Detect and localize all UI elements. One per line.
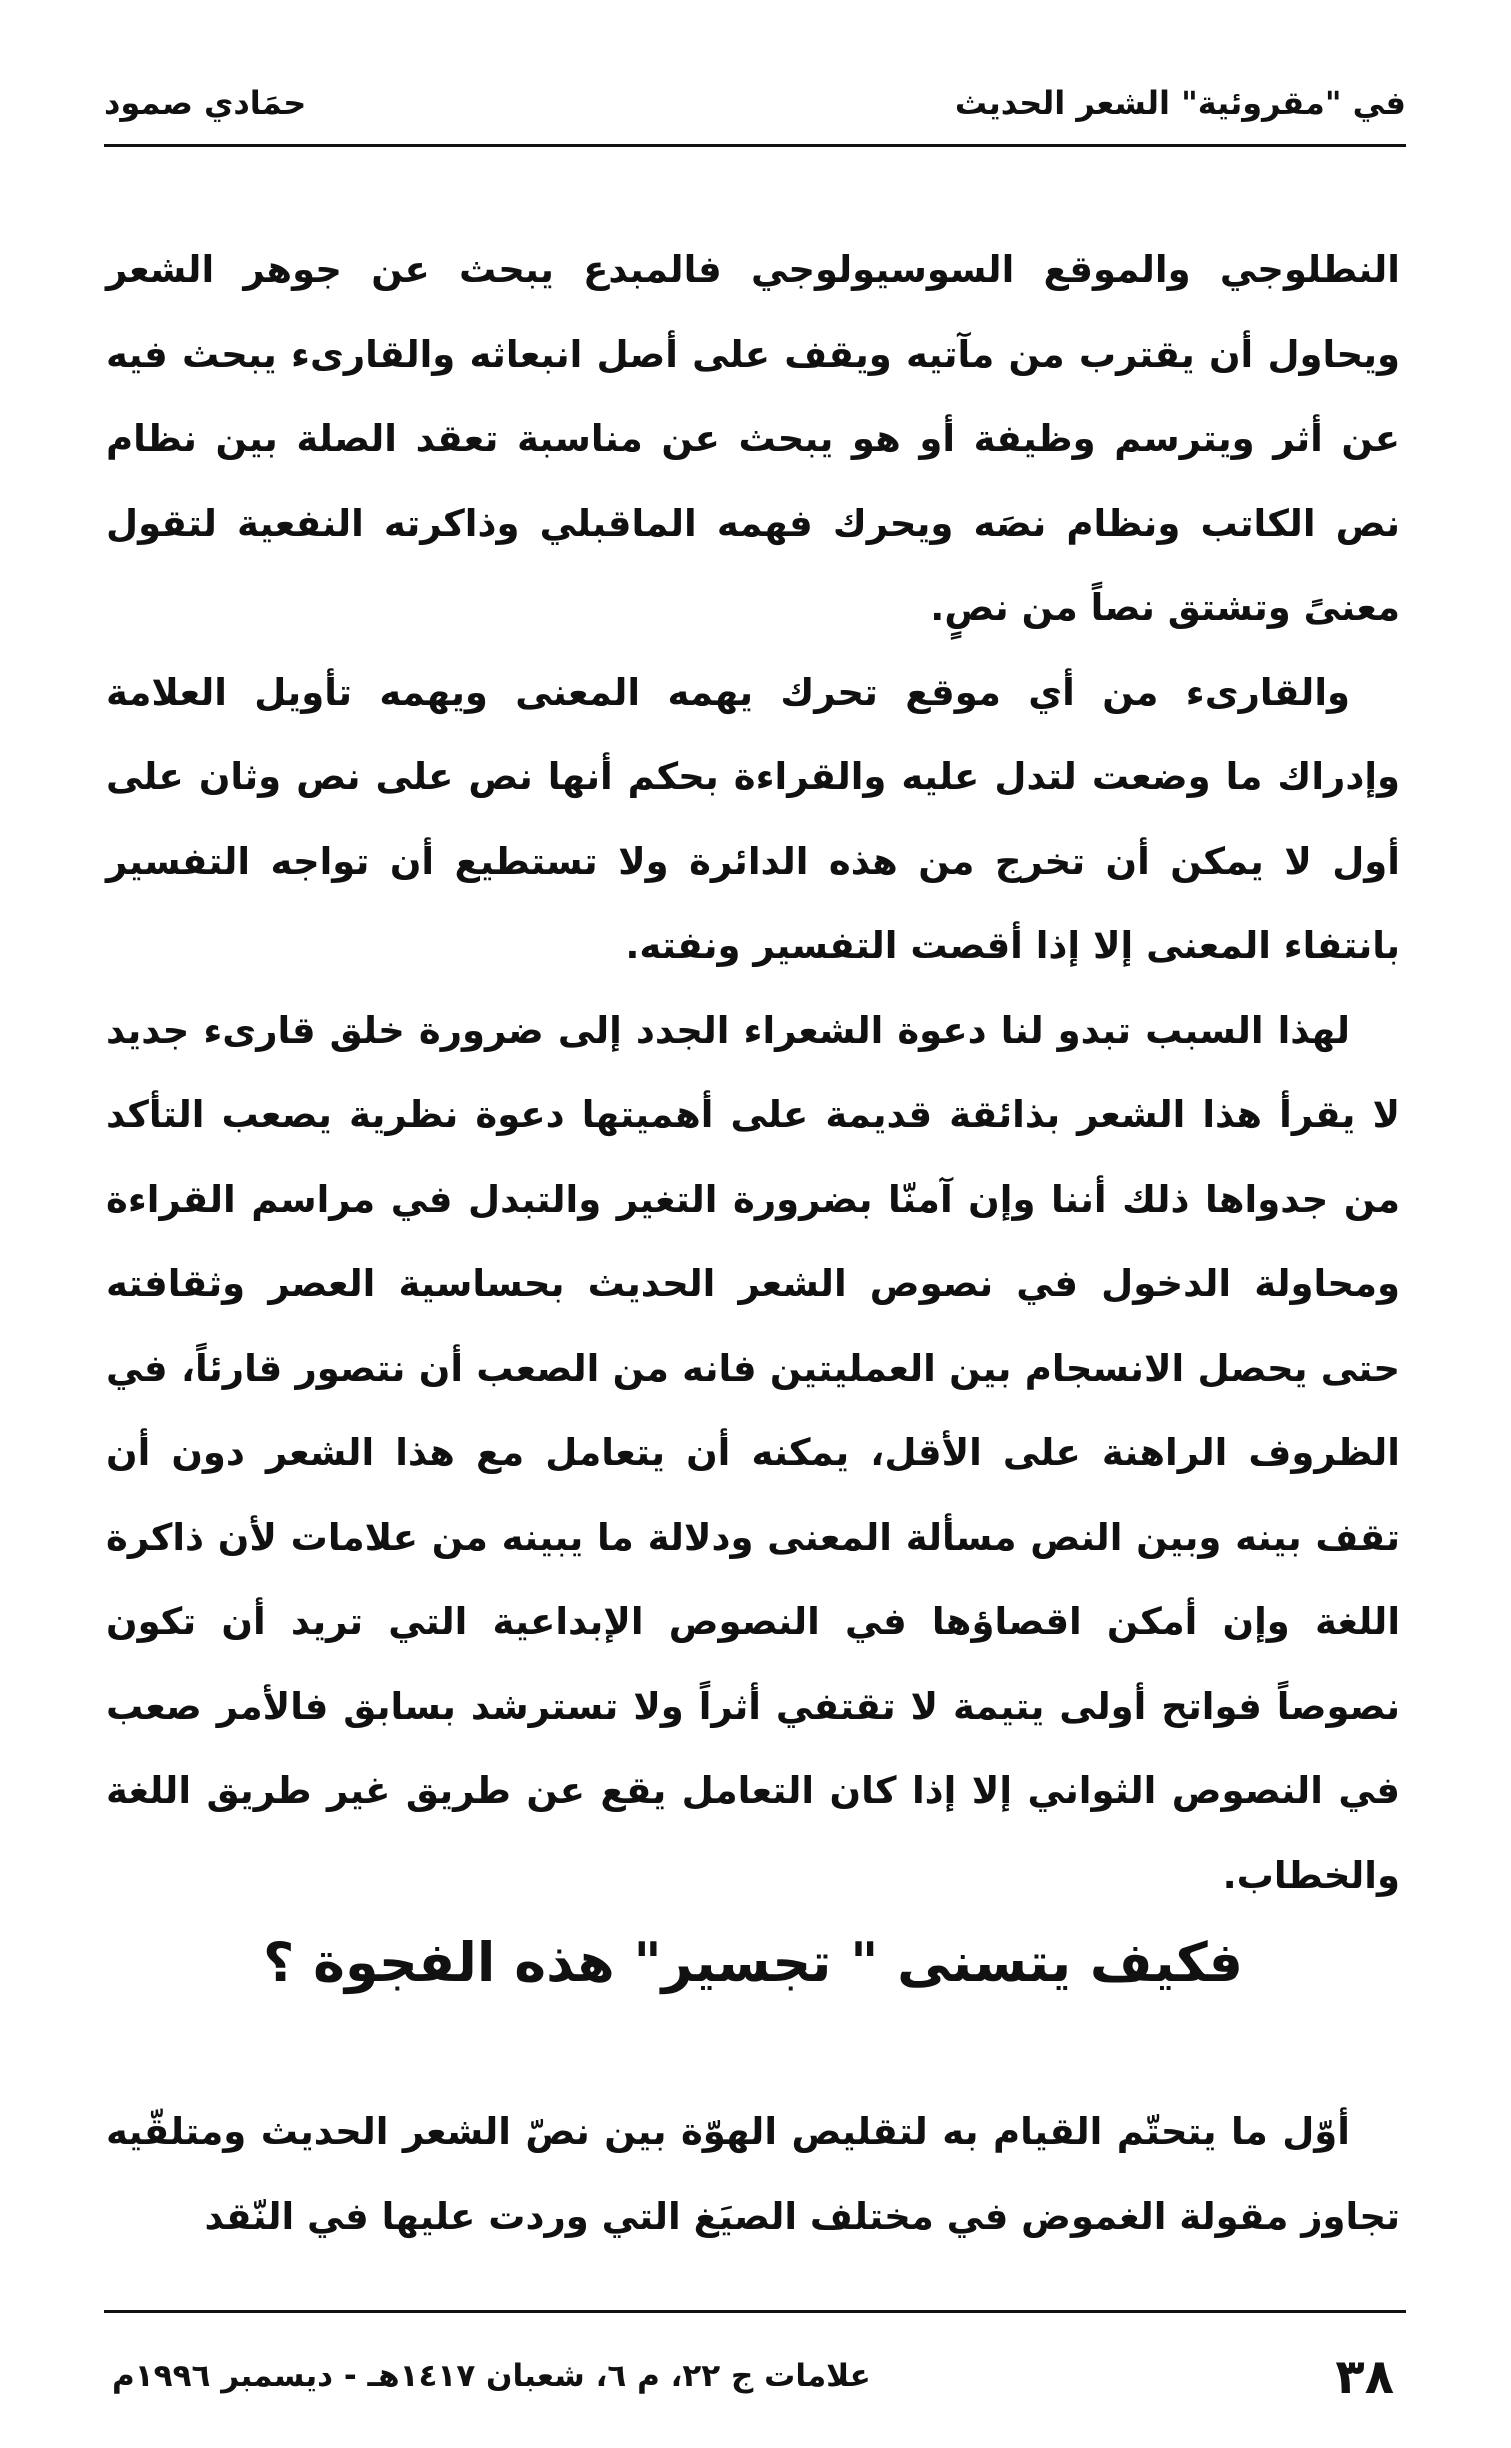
journal-citation: علامات ج ٢٢، م ٦، شعبان ١٤١٧هـ - ديسمبر ١٩٩٦م: [112, 2358, 871, 2394]
page-number: ٣٨: [1335, 2349, 1394, 2405]
header-author: حمَادي صمود: [104, 84, 307, 122]
page-footer: [104, 2310, 1406, 2413]
section-heading: فكيف يتسنى " تجسير" هذه الفجوة ؟: [262, 1931, 1244, 1994]
running-header: [104, 62, 1406, 147]
paragraph: لهذا السبب تبدو لنا دعوة الشعراء الجدد إلى ضرورة خلق قارىء جديد لا يقرأ هذا الشعر بذائقة قديمة على أهميتها دعوة نظرية يصعب التأكد من جدواها ذلك أننا وإن آمنّا بضرورة التغير والتبدل في مراسم القراءة ومحاولة الدخول في نصوص الشعر الحديث بحساسية العصر وثقافته حتى يحصل الانسجام بين العمليتين فانه من الصعب أن نتصور قارئاً، في الظروف الراهنة على الأقل، يمكنه أن يتعامل مع هذا الشعر دون أن تقف بينه وبين النص مسألة المعنى ودلالة ما يبينه من علامات لأن ذاكرة اللغة وإن أمكن اقصاؤها في النصوص الإبداعية التي تريد أن تكون نصوصاً فواتح أولى يتيمة لا تقتفي أثراً ولا تسترشد بسابق فالأمر صعب في النصوص الثواني إلا إذا كان التعامل يقع عن طريق غير طريق اللغة والخطاب.: [106, 1008, 1400, 1897]
main-text: [106, 228, 1400, 1918]
header-title: في "مقروئية" الشعر الحديث: [954, 84, 1406, 122]
paragraph: أوّل ما يتحتّم القيام به لتقليص الهوّة بين نصّ الشعر الحديث ومتلقّيه تجاوز مقولة الغموض في مختلف الصيَغ التي وردت عليها في النّقد: [106, 2110, 1400, 2238]
section-text: [106, 2090, 1400, 2259]
paragraph: والقارىء من أي موقع تحرك يهمه المعنى ويهمه تأويل العلامة وإدراك ما وضعت لتدل عليه والقراءة بحكم أنها نص على نص وثان على أول لا يمكن أن تخرج من هذه الدائرة ولا تستطيع أن تواجه التفسير بانتفاء المعنى إلا إذا أقصت التفسير ونفته.: [106, 670, 1400, 967]
paragraph: النطلوجي والموقع السوسيولوجي فالمبدع يبحث عن جوهر الشعر ويحاول أن يقترب من مآتيه ويقف على أصل انبعاثه والقارىء يبحث فيه عن أثر ويترسم وظيفة أو هو يبحث عن مناسبة تعقد الصلة بين نظام نص الكاتب ونظام نصَه ويحرك فهمه الماقبلي وذاكرته النفعية لتقول معنىً وتشتق نصاً من نصٍ.: [106, 248, 1400, 629]
